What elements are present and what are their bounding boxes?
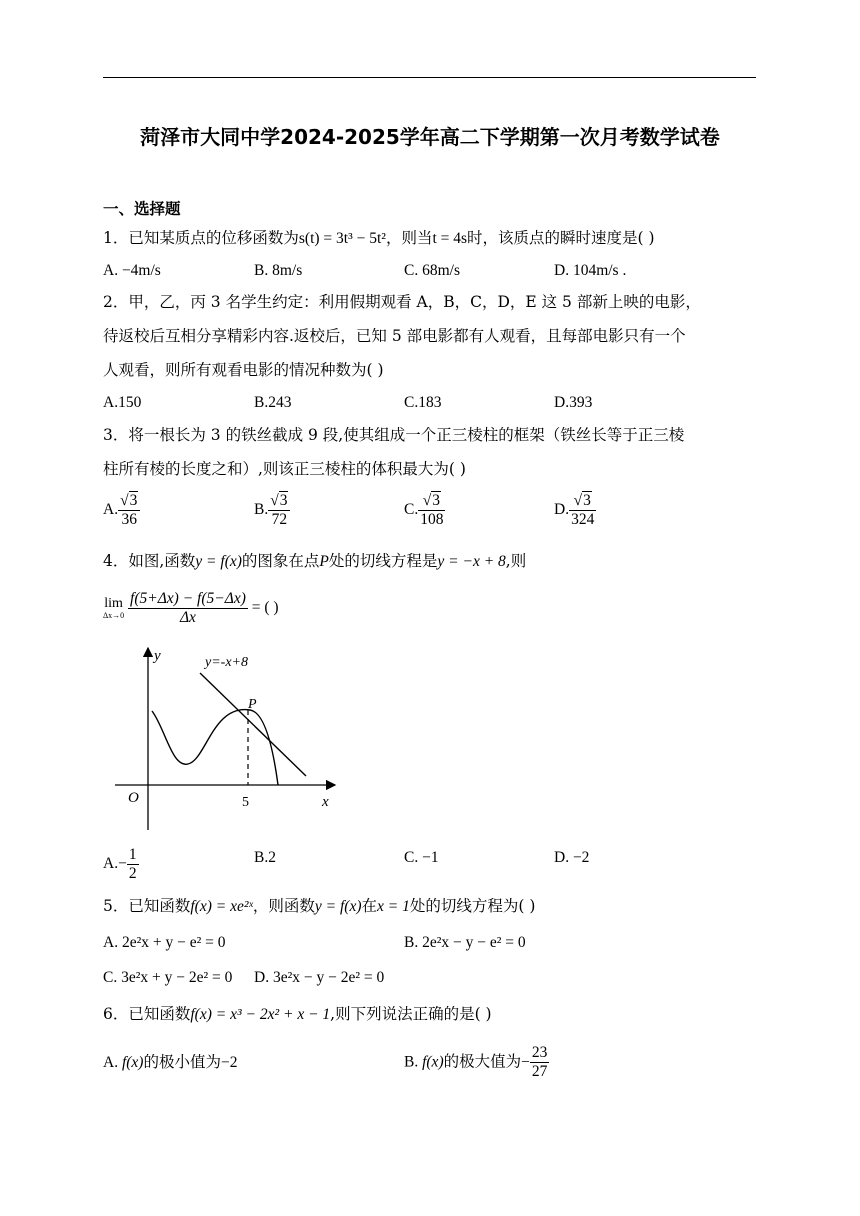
- page-title: 菏泽市大同中学2024-2025学年高二下学期第一次月考数学试卷: [140, 125, 720, 149]
- q4-option-a[interactable]: A.− $\frac{1}{2}$: [103, 846, 137, 882]
- q4-option-d[interactable]: D. −2: [554, 849, 590, 866]
- q5-option-b[interactable]: B. 2e²x − y − e² = 0: [404, 934, 526, 951]
- q5-option-c[interactable]: C. 3e²x + y − 2e² = 0: [103, 969, 233, 986]
- q4-option-c[interactable]: C. −1: [404, 849, 439, 866]
- q1-option-d[interactable]: D. 104m/s .: [554, 262, 627, 279]
- q2-option-d[interactable]: D.393: [554, 394, 593, 411]
- question-5-stem: 5．已知函数f(x) = xe²ˣ，则函数y = f(x)在x = 1处的切线方程为( ): [103, 897, 536, 915]
- q3-option-a[interactable]: A. $\frac{√3}{36}$: [103, 492, 140, 529]
- question-2-line-3: 人观看，则所有观看电影的情况种数为( ): [103, 361, 384, 379]
- q1-option-c[interactable]: C. 68m/s: [404, 262, 460, 279]
- function-curve: [152, 710, 278, 785]
- q3-option-b[interactable]: B. $\frac{√3}{72}$: [254, 492, 290, 529]
- label-origin: O: [128, 790, 139, 806]
- q6-option-b[interactable]: B. f(x)的极大值为− $\frac{23}{27}$: [404, 1044, 548, 1080]
- q4-limit-expression: lim Δx→0 $\frac{f(5+\Delta x) - f(5-\Delta x)}{\Delta x}$ = ( ): [103, 590, 279, 626]
- q2-option-a[interactable]: A.150: [103, 394, 142, 411]
- label-x: x: [322, 794, 329, 810]
- question-6-stem: 6．已知函数f(x) = x³ − 2x² + x − 1,则下列说法正确的是( ): [103, 1005, 492, 1023]
- tangent-line: [200, 673, 306, 776]
- q2-option-b[interactable]: B.243: [254, 394, 292, 411]
- question-3-line-1: 3．将一根长为 3 的铁丝截成 9 段,使其组成一个正三棱柱的框架（铁丝长等于正三棱: [103, 426, 685, 444]
- label-point-p: P: [248, 697, 257, 712]
- question-4-stem: 4．如图,函数y = f(x)的图象在点P处的切线方程是y = −x + 8,则: [103, 552, 527, 570]
- header-rule: [103, 77, 756, 78]
- q3-option-d[interactable]: D. $\frac{√3}{324}$: [554, 492, 595, 528]
- question-3-line-2: 柱所有棱的长度之和）,则该正三棱柱的体积最大为( ): [103, 460, 466, 478]
- question-1-stem: 1．已知某质点的位移函数为s(t) = 3t³ − 5t²，则当t = 4s时，该质点的瞬时速度是( ): [103, 229, 655, 247]
- function-graph-figure: [110, 640, 350, 840]
- label-tangent: y=-x+8: [205, 655, 248, 670]
- q5-option-d[interactable]: D. 3e²x − y − 2e² = 0: [254, 969, 385, 986]
- q3-option-c[interactable]: C. $\frac{√3}{108}$: [404, 492, 444, 528]
- question-2-line-2: 待返校后互相分享精彩内容.返校后，已知 5 部电影都有人观看，且每部电影只有一个: [103, 327, 686, 345]
- label-five: 5: [242, 795, 249, 810]
- q1-option-a[interactable]: A. −4m/s: [103, 262, 161, 279]
- q2-option-c[interactable]: C.183: [404, 394, 442, 411]
- question-2-line-1: 2．甲，乙，丙 3 名学生约定：利用假期观看 A，B，C，D，E 这 5 部新上映的电影，: [103, 293, 701, 311]
- label-y: y: [154, 648, 161, 664]
- q1-option-b[interactable]: B. 8m/s: [254, 262, 303, 279]
- q6-option-a[interactable]: A. f(x)的极小值为−2: [103, 1053, 238, 1071]
- q4-option-b[interactable]: B.2: [254, 849, 276, 866]
- section-heading: 一、选择题: [103, 200, 181, 218]
- q5-option-a[interactable]: A. 2e²x + y − e² = 0: [103, 934, 226, 951]
